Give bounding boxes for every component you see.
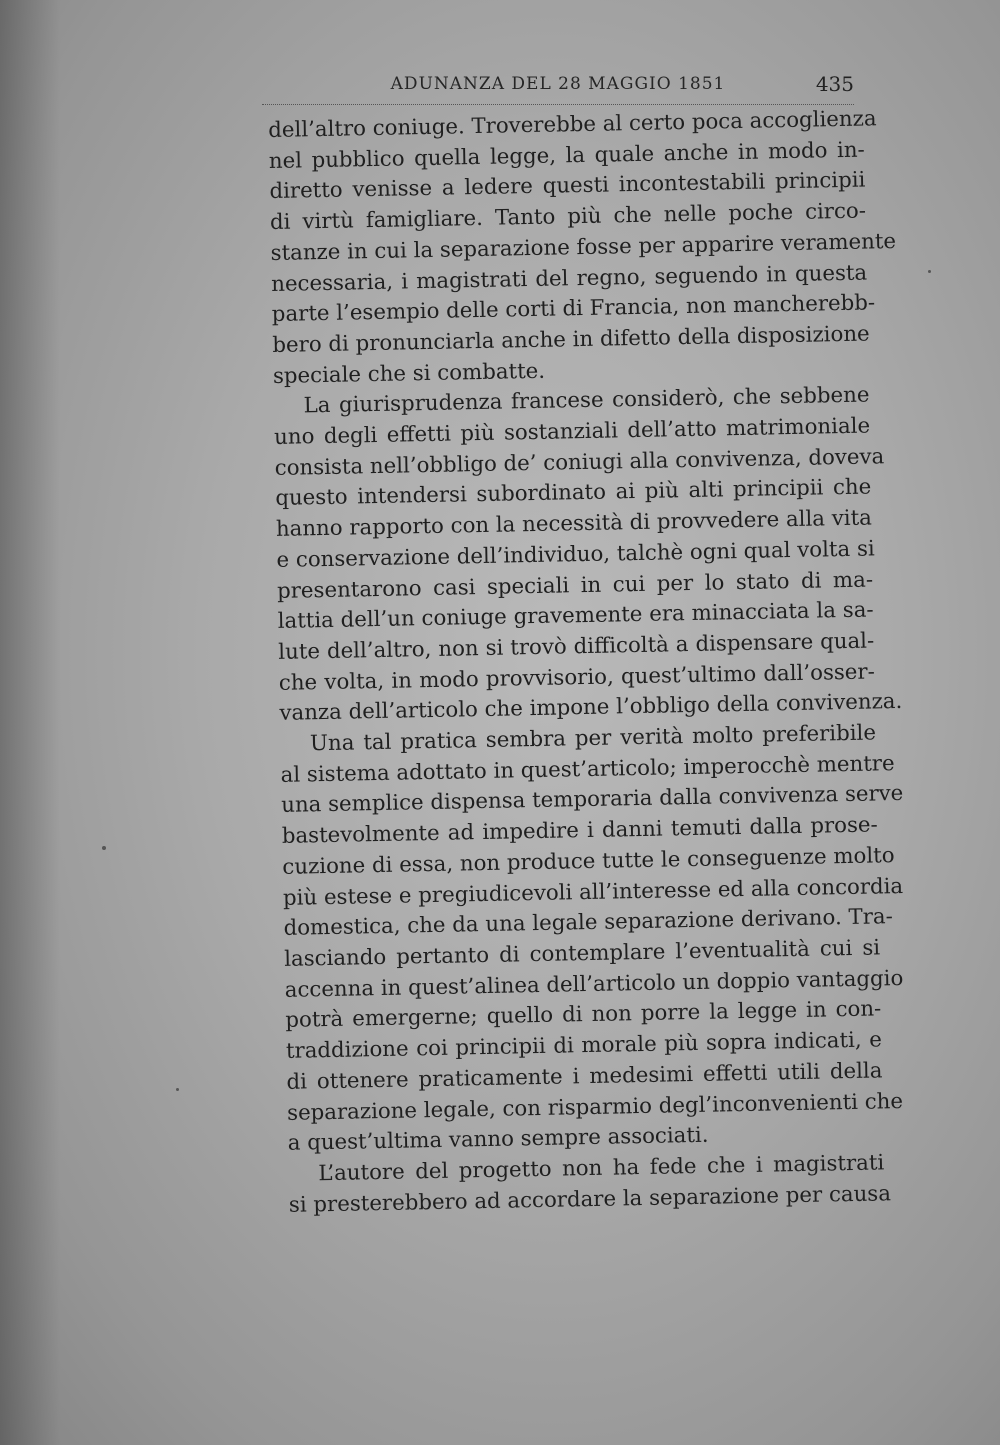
text-line: di ottenere praticamente i medesimi effetti utili della [286,1058,883,1095]
text-line: bastevolmente ad impedire i danni temuti dalla prose- [281,812,878,850]
text-line: si presterebbero ad accordare la separazione per causa [288,1180,892,1218]
page-edge-shadow [0,0,60,1445]
text-line: consista nell’obbligo de’ coniugi alla convivenza, doveva [274,443,885,481]
running-head: ADUNANZA DEL 28 MAGGIO 1851 [390,74,726,94]
text-line: una semplice dispensa temporaria dalla convivenza serve [281,781,904,819]
text-line: parte l’esempio delle corti di Francia, non mancherebb- [271,290,876,328]
text-line: di virtù famigliare. Tanto più che nelle poche circo- [269,198,867,236]
text-line: domestica, che da una legale separazione derivano. Tra- [283,904,894,942]
paper-speck [928,270,931,273]
text-line: lute dell’altro, non si trovò difficoltà a dispensare qual- [278,628,875,665]
text-line: traddizione coi principii di morale più sopra indicati, e [285,1027,883,1064]
text-line: vanza dell’articolo che impone l’obbligo della convivenza. [279,689,903,727]
text-line: lattia dell’un coniuge gravemente era minacciata la sa- [277,597,874,635]
text-line: necessaria, i magistrati del regno, seguendo in questa [270,260,868,297]
text-line: stanze in cui la separazione fosse per apparire veramente [270,228,897,266]
text-line: separazione legale, con risparmio degl’inconvenienti che [286,1088,904,1126]
page-header [262,70,854,106]
text-line: diretto venisse a ledere questi incontestabili principii [269,167,866,205]
text-line: e conservazione dell’individuo, talchè ogni qual volta si [276,536,875,573]
text-line: dell’altro coniuge. Troverebbe al certo poca accoglienza [268,106,877,143]
page-number: 435 [815,72,854,96]
text-line: cuzione di essa, non produce tutte le conseguenze molto [282,842,895,880]
text-line: uno degli effetti più sostanziali dell’atto matrimoniale [273,413,871,450]
text-line: presentarono casi speciali in cui per lo stato di ma- [276,567,874,604]
paragraph-start-line: Una tal pratica sembra per verità molto preferibile [309,720,877,757]
paragraph-start-line: L’autore del progetto non ha fede che i magistrati [318,1150,885,1187]
header-rule [262,104,854,105]
text-line: hanno rapporto con la necessità di provvedere alla vita [275,505,873,543]
paper-speck [176,1088,179,1091]
text-line: nel pubblico quella legge, la quale anche in modo in- [268,137,865,174]
text-line: questo intendersi subordinato ai più alti principii che [275,474,872,512]
text-line: lasciando pertanto di contemplare l’eventualità cui si [283,935,881,972]
text-line: potrà emergerne; quello di non porre la legge in con- [285,996,882,1034]
text-line: speciale che si combatte. [272,358,546,389]
text-line: accenna in quest’alinea dell’articolo un doppio vantaggio [284,965,904,1003]
text-line: che volta, in modo provvisorio, quest’ultimo dall’osser- [278,659,876,696]
text-line: a quest’ultima vanno sempre associati. [287,1122,709,1157]
text-line: bero di pronunciarla anche in difetto della disposizione [272,321,870,358]
paragraph-start-line: La giurisprudenza francese considerò, che sebbene [303,382,870,419]
paper-speck [102,846,106,850]
text-line: più estese e pregiudicevoli all’interesse ed alla concordia [282,873,904,911]
text-line: al sistema adottato in quest’articolo; imperocchè mentre [280,750,895,788]
body-text [268,105,904,1222]
